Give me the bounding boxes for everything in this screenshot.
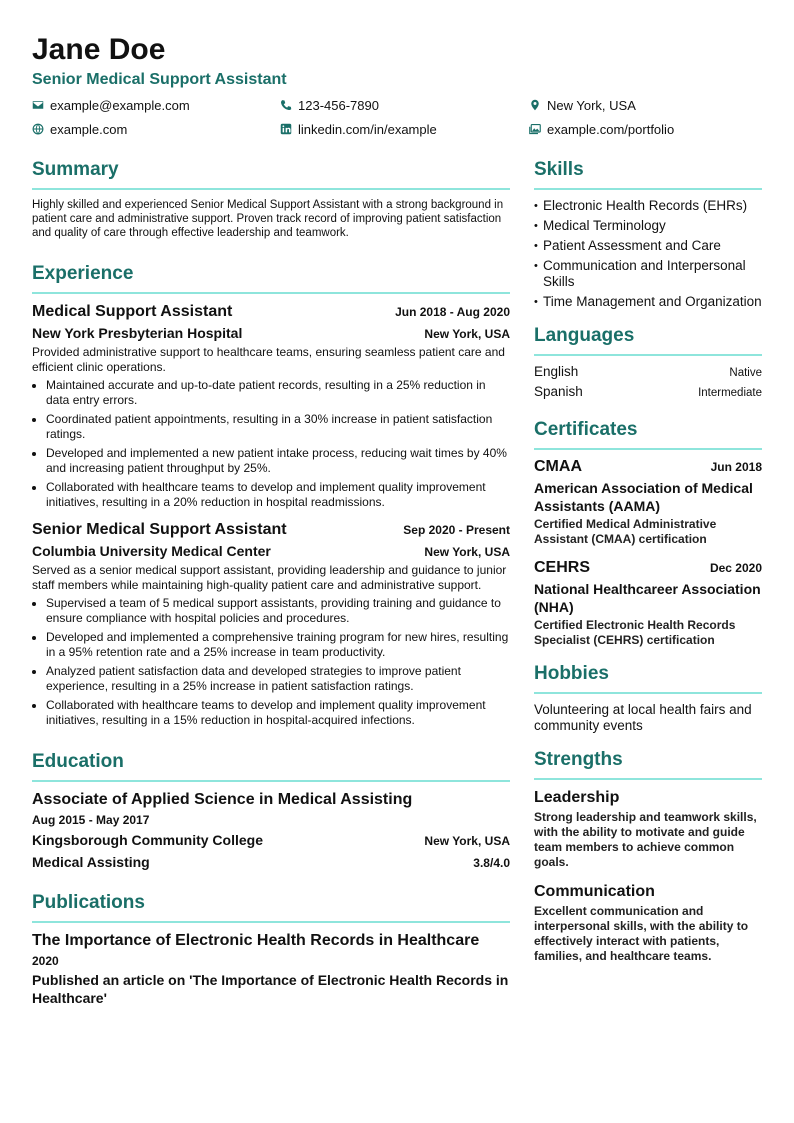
language-item: [534, 364, 762, 384]
skill-item: • Communication and Interpersonal Skills: [534, 258, 762, 290]
linkedin-icon: [280, 123, 292, 135]
strength-title: Leadership: [534, 789, 620, 806]
certificate-description: Certified Medical Administrative Assistant (CMAA) certification: [534, 517, 717, 546]
contact-phone-text: 123-456-7890: [298, 97, 379, 113]
strength-description: Excellent communication and interpersonal skills, with the ability to effectively interact with patients, families, and healthcare teams.: [534, 904, 749, 963]
contact-linkedin[interactable]: [280, 120, 529, 138]
certificate-name: CEHRS: [534, 559, 591, 576]
language-level: Intermediate: [698, 387, 762, 399]
certificate-item: [534, 559, 762, 648]
strength-title: Communication: [534, 883, 655, 900]
strength-item: [534, 788, 762, 870]
publication-title: The Importance of Electronic Health Records in Healthcare: [32, 932, 480, 949]
main-column: [32, 158, 510, 1007]
contact-phone[interactable]: [280, 96, 529, 114]
contact-info: [32, 96, 762, 138]
language-name: English: [534, 364, 579, 379]
candidate-headline: Senior Medical Support Assistant: [32, 71, 287, 88]
certificate-issuer: American Association of Medical Assistants (AAMA): [534, 480, 753, 514]
candidate-name: Jane Doe: [32, 33, 166, 66]
certificate-item: [534, 458, 762, 547]
school-location: New York, USA: [424, 834, 510, 848]
job-location: New York, USA: [424, 327, 510, 341]
language-name: Spanish: [534, 384, 583, 399]
hobbies-heading: Hobbies: [534, 662, 762, 694]
language-item: [534, 384, 762, 404]
strengths-heading: Strengths: [534, 748, 762, 780]
resume-page: [32, 32, 762, 1006]
skill-item: • Electronic Health Records (EHRs): [534, 198, 762, 214]
language-level: Native: [729, 367, 762, 379]
location-pin-icon: [529, 99, 541, 111]
achievement-item: • Analyzed patient satisfaction data and developed strategies to improve patient experience, resulting in a 25% increase in patient satisfaction ratings.: [46, 664, 510, 694]
strength-description: Strong leadership and teamwork skills, with the ability to motivate and guide team members to achieve common goals.: [534, 810, 757, 869]
education-dates: Aug 2015 - May 2017: [32, 813, 150, 827]
job-title: Medical Support Assistant: [32, 303, 233, 320]
certificates-heading: Certificates: [534, 418, 762, 450]
job-title: Senior Medical Support Assistant: [32, 521, 287, 538]
certificate-name: CMAA: [534, 458, 582, 475]
achievement-item: • Coordinated patient appointments, resulting in a 30% increase in patient satisfaction ratings.: [46, 412, 510, 442]
achievement-item: • Collaborated with healthcare teams to develop and implement quality improvement initiatives, resulting in a 15% reduction in hospital-acquired infections.: [46, 698, 510, 728]
job-description: Served as a senior medical support assistant, providing leadership and guidance to junior staff members while maintaining high-quality patient care and administrative support.: [32, 563, 507, 592]
achievement-item: • Developed and implemented a new patient intake process, reducing wait times by 40% and increasing patient throughput by 25%.: [46, 446, 510, 476]
certificate-issuer: National Healthcareer Association (NHA): [534, 581, 761, 615]
education-item: [32, 790, 510, 871]
contact-location-text: New York, USA: [547, 97, 636, 113]
phone-icon: [280, 99, 292, 111]
languages-heading: Languages: [534, 324, 762, 356]
contact-website-text: example.com: [50, 121, 128, 137]
certificate-date: Jun 2018: [710, 460, 762, 474]
gpa: 3.8/4.0: [473, 856, 510, 870]
strength-item: [534, 882, 762, 964]
job-dates: Sep 2020 - Present: [403, 523, 510, 537]
skill-item: • Patient Assessment and Care: [534, 238, 762, 254]
degree-title: Associate of Applied Science in Medical Assisting: [32, 791, 413, 808]
contact-email[interactable]: [32, 96, 280, 114]
field-of-study: Medical Assisting: [32, 854, 150, 870]
experience-item: [32, 520, 510, 728]
skills-list: [534, 198, 762, 310]
portfolio-icon: [529, 123, 541, 135]
achievement-item: • Collaborated with healthcare teams to develop and implement quality improvement initiatives, resulting in a 20% reduction in hospital readmissions.: [46, 480, 510, 510]
achievement-item: • Developed and implemented a comprehensive training program for new hires, resulting in a 95% retention rate and a 25% increase in team productivity.: [46, 630, 510, 660]
job-description: Provided administrative support to healthcare teams, ensuring seamless patient care and efficient clinic operations.: [32, 345, 505, 374]
contact-website[interactable]: [32, 120, 280, 138]
skill-item: • Time Management and Organization: [534, 294, 762, 310]
achievement-item: • Supervised a team of 5 medical support assistants, providing training and guidance to ensure compliance with hospital policies and procedures.: [46, 596, 510, 626]
contact-portfolio-text: example.com/portfolio: [547, 121, 675, 137]
publications-heading: Publications: [32, 891, 510, 923]
globe-icon: [32, 123, 44, 135]
education-heading: Education: [32, 750, 510, 782]
summary-text: Highly skilled and experienced Senior Medical Support Assistant with a strong background in patient care and administrative support. Proven track record of improving patient satisfaction and quality of care through effective leadership and teamwork.: [32, 199, 504, 239]
experience-item: [32, 302, 510, 510]
certificate-description: Certified Electronic Health Records Specialist (CEHRS) certification: [534, 618, 736, 647]
skill-item: • Medical Terminology: [534, 218, 762, 234]
hobby-item: Volunteering at local health fairs and community events: [534, 702, 752, 733]
certificate-date: Dec 2020: [709, 561, 762, 575]
publication-description: Published an article on 'The Importance of Electronic Health Records in Healthcare': [32, 972, 509, 1006]
contact-email-text: example@example.com: [50, 97, 190, 113]
job-organization: New York Presbyterian Hospital: [32, 325, 243, 341]
job-organization: Columbia University Medical Center: [32, 543, 271, 559]
experience-heading: Experience: [32, 262, 510, 294]
job-achievements: [32, 378, 510, 510]
publication-year: 2020: [32, 954, 59, 968]
achievement-item: • Maintained accurate and up-to-date patient records, resulting in a 25% reduction in data entry errors.: [46, 378, 510, 408]
publication-item: [32, 931, 510, 1007]
contact-location: [529, 96, 762, 114]
contact-linkedin-text: linkedin.com/in/example: [298, 121, 437, 137]
job-achievements: [32, 596, 510, 728]
school-name: Kingsborough Community College: [32, 832, 263, 848]
contact-portfolio[interactable]: [529, 120, 762, 138]
job-location: New York, USA: [424, 545, 510, 559]
summary-heading: Summary: [32, 158, 510, 190]
job-dates: Jun 2018 - Aug 2020: [395, 305, 510, 319]
sidebar-column: [534, 158, 762, 964]
email-icon: [32, 99, 44, 111]
skills-heading: Skills: [534, 158, 762, 190]
